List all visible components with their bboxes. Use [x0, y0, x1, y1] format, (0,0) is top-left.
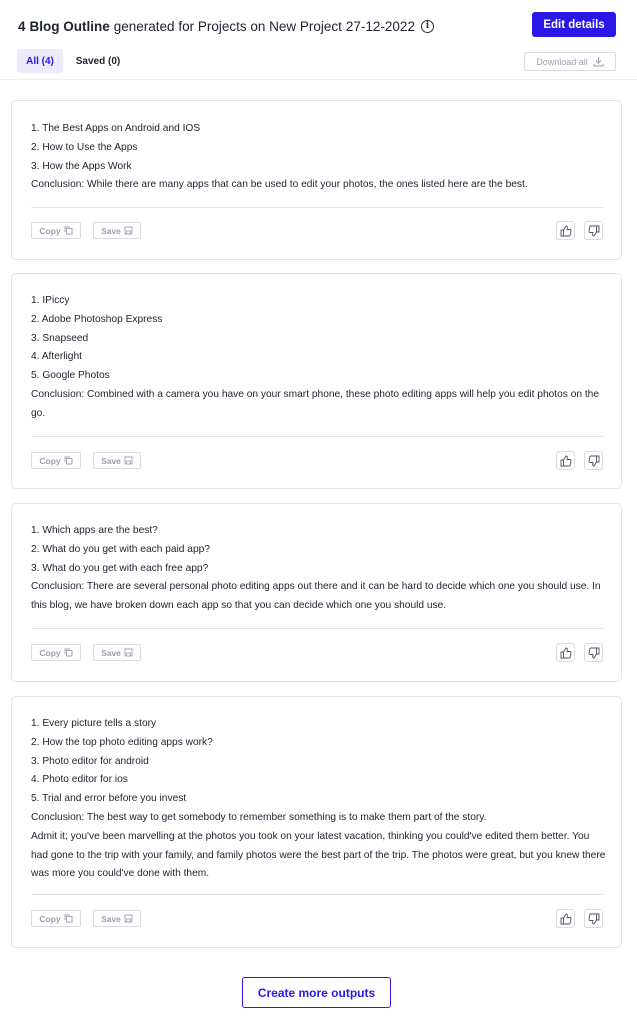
create-more-outputs-button[interactable]: Create more outputs: [242, 977, 391, 1008]
thumbs-up-icon[interactable]: [556, 451, 575, 470]
copy-label: Copy: [39, 225, 61, 236]
copy-label: Copy: [39, 455, 61, 466]
output-line: 1. The Best Apps on Android and IOS: [31, 123, 201, 134]
save-label: Save: [101, 913, 121, 924]
output-line: 3. What do you get with each free app?: [31, 562, 209, 574]
output-text: [31, 292, 606, 424]
title-date: 27-12-2022: [345, 18, 415, 34]
save-button[interactable]: [93, 222, 141, 239]
page-title: [18, 16, 434, 36]
output-line: 5. Trial and error before you invest: [31, 793, 187, 805]
copy-icon: [64, 456, 73, 465]
output-line: 1. Which apps are the best?: [31, 525, 158, 536]
output-line: Admit it; you've been marvelling at the photos you took on your latest vacation, thinking you could've edited them better. You had gone to the trip with your family, and family photos were the best part of the trip. The photos were great, but you knew there was more you could've done with them.: [31, 830, 606, 880]
thumbs-up-icon[interactable]: [556, 643, 575, 662]
output-line: 3. How the Apps Work: [31, 160, 132, 172]
output-line: Conclusion: There are several personal photo editing apps out there and it can be hard to decide which one you should use. In this blog, we have broken down each app so that you can decide which one you should use.: [31, 581, 601, 612]
copy-icon: [64, 648, 73, 657]
output-line: 3. Snapseed: [31, 332, 89, 344]
card-divider: [31, 894, 603, 895]
output-type: Blog Outline: [29, 18, 110, 34]
save-button[interactable]: [93, 644, 141, 661]
save-label: Save: [101, 455, 121, 466]
output-line: 2. How the top photo editing apps work?: [31, 736, 213, 748]
output-line: Conclusion: Combined with a camera you have on your smart phone, these photo editing apps will help you edit photos on the go.: [31, 388, 600, 419]
edit-details-button[interactable]: Edit details: [532, 12, 616, 37]
thumbs-up-icon[interactable]: [556, 221, 575, 240]
page-header: [0, 0, 637, 80]
thumbs-down-icon[interactable]: [584, 451, 603, 470]
copy-button[interactable]: [31, 644, 81, 661]
save-icon: [124, 914, 133, 923]
save-button[interactable]: [93, 910, 141, 927]
output-card: [11, 273, 622, 489]
copy-icon: [64, 914, 73, 923]
save-label: Save: [101, 647, 121, 658]
output-line: 4. Photo editor for ios: [31, 774, 128, 786]
save-icon: [124, 456, 133, 465]
save-icon: [124, 226, 133, 235]
card-divider: [31, 207, 603, 208]
copy-label: Copy: [39, 913, 61, 924]
copy-button[interactable]: [31, 222, 81, 239]
copy-button[interactable]: [31, 452, 81, 469]
output-line: Conclusion: While there are many apps that can be used to edit your photos, the ones listed here are the best.: [31, 179, 528, 191]
output-line: Conclusion: The best way to get somebody to remember something is to make them part of the story.: [31, 811, 487, 823]
save-icon: [124, 648, 133, 657]
download-all-button[interactable]: [524, 52, 616, 71]
output-card: [11, 696, 622, 948]
output-line: 1. Every picture tells a story: [31, 718, 157, 729]
info-icon[interactable]: i: [421, 20, 434, 33]
tab-all[interactable]: All (4): [17, 49, 63, 73]
thumbs-down-icon[interactable]: [584, 909, 603, 928]
output-line: 2. Adobe Photoshop Express: [31, 313, 163, 325]
output-text: [31, 120, 606, 195]
copy-icon: [64, 226, 73, 235]
card-divider: [31, 628, 603, 629]
output-text: [31, 715, 606, 884]
copy-button[interactable]: [31, 910, 81, 927]
output-card: [11, 100, 622, 260]
output-count: 4: [18, 18, 26, 34]
output-line: 2. How to Use the Apps: [31, 141, 138, 153]
download-all-label: Download all: [536, 56, 588, 67]
output-line: 5. Google Photos: [31, 370, 110, 382]
output-line: 4. Afterlight: [31, 351, 82, 363]
thumbs-up-icon[interactable]: [556, 909, 575, 928]
save-label: Save: [101, 225, 121, 236]
thumbs-down-icon[interactable]: [584, 221, 603, 240]
output-line: 1. IPiccy: [31, 295, 70, 306]
download-icon: [593, 56, 604, 67]
copy-label: Copy: [39, 647, 61, 658]
tab-saved[interactable]: Saved (0): [75, 55, 121, 67]
save-button[interactable]: [93, 452, 141, 469]
thumbs-down-icon[interactable]: [584, 643, 603, 662]
output-card: [11, 503, 622, 682]
output-line: 2. What do you get with each paid app?: [31, 543, 210, 555]
card-divider: [31, 436, 603, 437]
output-line: 3. Photo editor for android: [31, 755, 149, 767]
title-description: generated for Projects on New Project: [113, 18, 342, 34]
output-text: [31, 522, 606, 616]
